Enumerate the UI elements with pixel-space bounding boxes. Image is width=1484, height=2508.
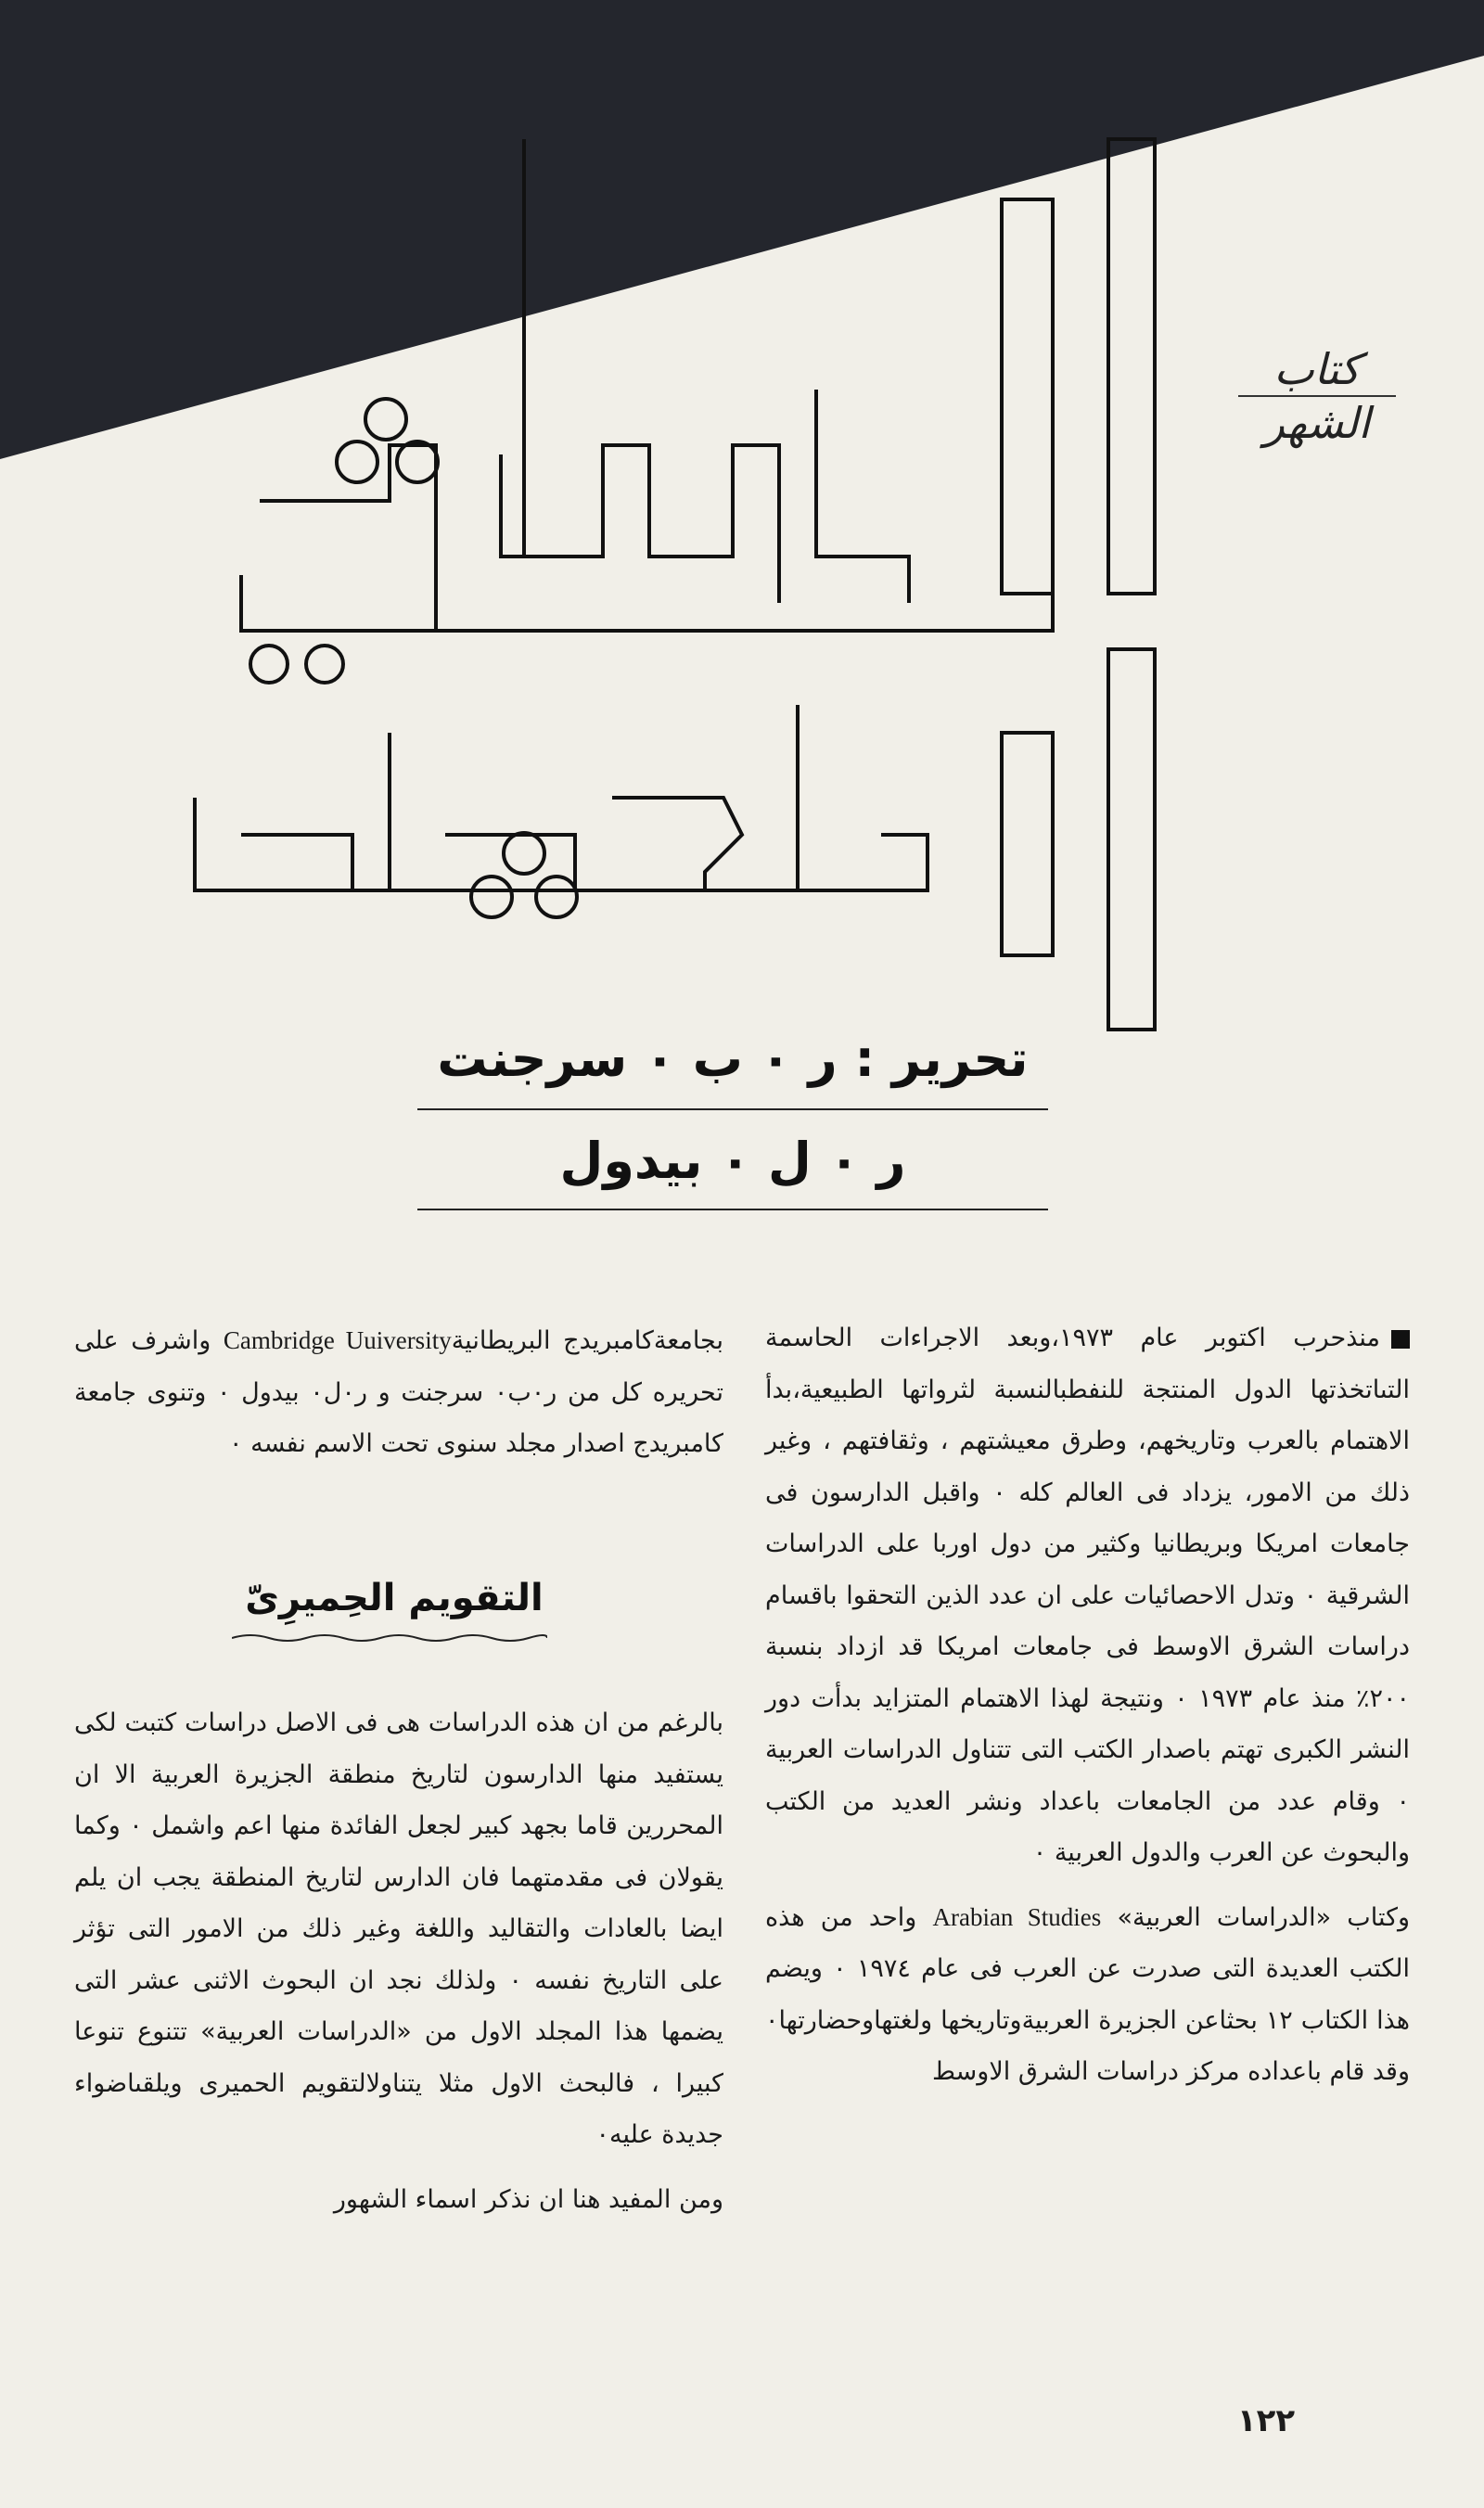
left-column-intro [74,1315,723,1470]
right-column [765,1312,1410,2098]
left-intro-post: واشرف على تحريره كل من ر٠ب٠ سرجنت و ر٠ل٠ بيدول ٠ وتنوى جامعة كامبريدج اصدار مجلد سنوى تحت الاسم نفسه ٠ [74,1326,724,1458]
editor-byline: تحرير : ر ٠ ب ٠ سرجنت [437,1030,1029,1088]
right-paragraph-2-latin: Arabian Studies [932,1902,1102,1931]
right-paragraph-1-text: منذحرب اكتوبر عام ١٩٧٣،وبعد الاجراءات الحاسمة التىاتخذتها الدول المنتجة للنفطبالنسبة لثرواتها الطبيعية،بدأ الاهتمام بالعرب وتاريخهم، وطرق معيشتهم ، وثقافتهم ، وغير ذلك من الامور، يزداد فى العالم كله ٠ واقبل الدارسون فى جامعات امريكا وبريطانيا وكثير من دول اوربا على الدراسات الشرقية ٠ وتدل الاحصائيات على ان عدد الذين التحقوا باقسام دراسات الشرق الاوسط فى جامعات امريكا قد ازداد بنسبة ٢٠٠٪ منذ عام ١٩٧٣ ٠ ونتيجة لهذا الاهتمام المتزايد بدأت دور النشر الكبرى تهتم باصدار الكتب التى تتناول الدراسات العربية ٠ وقام عدد من الجامعات باعداد ونشر العديد من الكتب والبحوث عن العرب والدول العربية ٠ [765,1324,1410,1867]
masthead-line1: كتاب [1273,344,1361,394]
left-paragraph-1: بالرغم من ان هذه الدراسات هى فى الاصل دراسات كتبت لكى يستفيد منها الدارسون لتاريخ منطقة الجزيرة العربية الا ان المحررين قاما بجهد كبير لجعل الفائدة منها اعم واشمل ٠ وكما يقولان فى مقدمتهما فان الدارس لتاريخ المنطقة يجب ان يلم ايضا بالعادات والتقاليد واللغة وغير ذلك من الامور التى تؤثر على التاريخ نفسه ٠ ولذلك نجد ان البحوث الاثنى عشر التى يضمها هذا المجلد الاول من «الدراسات العربية» تتنوع تنوعا كبيرا ، فالبحث الاول مثلا يتناولالتقويم الحميرى ويلقىاضواء جديدة عليه٠ [74,1708,723,2149]
right-paragraph-2-post: واحد من هذه الكتب العديدة التى صدرت عن العرب فى عام ١٩٧٤ ٠ ويضم هذا الكتاب ١٢ بحثاعن الجزيرة العربيةوتاريخها ولغتهاوحضارتها٠ وقد قام باعداده مركز دراسات الشرق الاوسط [765,1902,1410,2086]
byline-rule-2 [417,1209,1048,1210]
right-paragraph-2-pre: وكتاب «الدراسات العربية» [1117,1902,1410,1932]
section-heading: التقويم الحِميرِىّ [245,1577,544,1619]
left-intro [74,1315,723,1470]
masthead-line2: الشهر [1263,398,1371,448]
square-bullet-icon [1391,1330,1410,1349]
editor-byline-2: ر ٠ ل ٠ بيدول [559,1132,906,1190]
title-calligraphy [0,0,1484,1039]
byline-rule-1 [417,1108,1048,1110]
right-paragraph-2 [765,1892,1410,2098]
left-intro-latin: Cambridge Uuiversity [223,1326,452,1354]
page-number: ١٢٢ [1236,2402,1296,2439]
left-column-body [74,1697,723,2225]
left-intro-pre: بجامعةكامبريدج البريطانية [451,1326,723,1355]
right-paragraph-1 [765,1312,1410,1879]
left-paragraph-2: ومن المفيد هنا ان نذكر اسماء الشهور [333,2184,723,2214]
heading-underline [232,1632,547,1644]
